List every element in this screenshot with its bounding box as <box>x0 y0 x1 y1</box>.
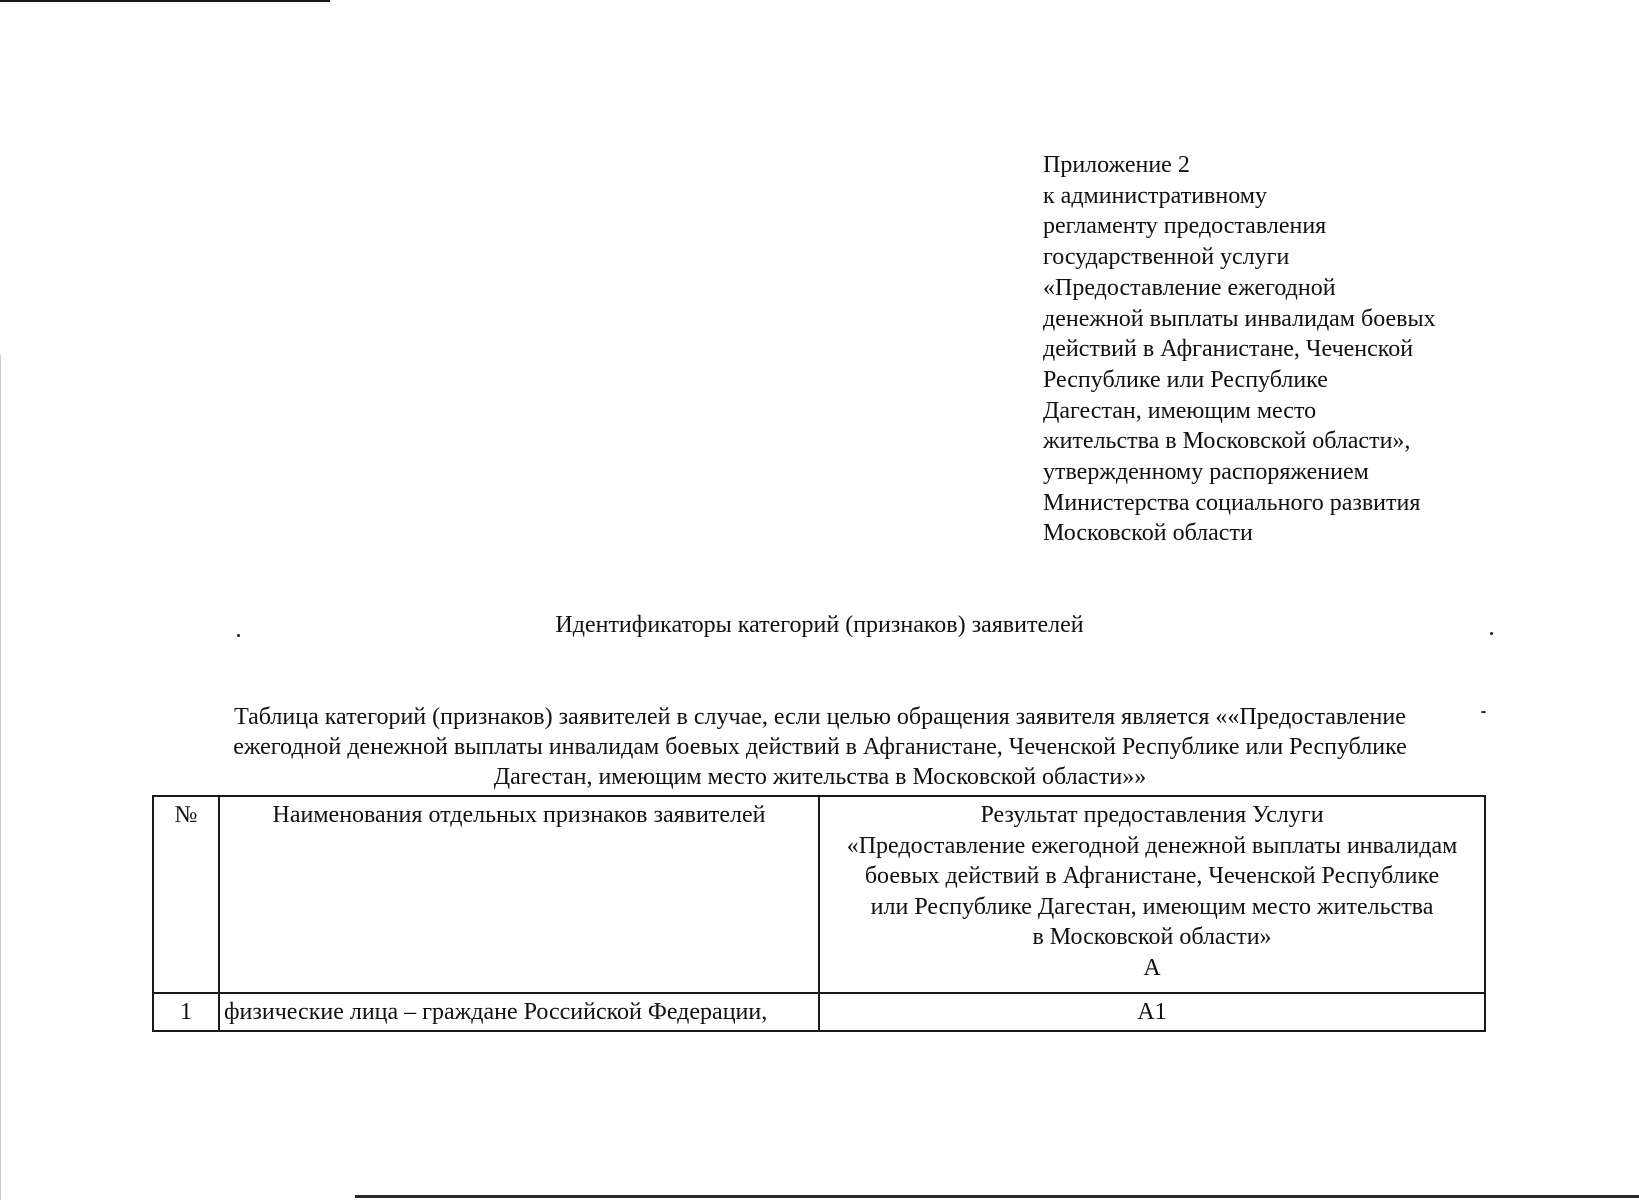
caption-line: Таблица категорий (признаков) заявителей в случае, если целью обращения заявителя является ««Предоставление <box>234 704 1406 730</box>
appendix-note <box>1043 150 1523 549</box>
appendix-line: регламенту предоставления <box>1043 213 1327 240</box>
table-header-row <box>153 796 1485 993</box>
caption-line: Дагестан, имеющим место жительства в Московской области»» <box>493 764 1147 790</box>
header-result-line: или Республике Дагестан, имеющим место жительства <box>870 893 1434 920</box>
header-feature-names: Наименования отдельных признаков заявителей <box>219 796 819 993</box>
appendix-line: действий в Афганистане, Чеченской <box>1043 336 1414 363</box>
appendix-line: Министерства социального развития <box>1043 489 1421 516</box>
row-result-code: А1 <box>819 993 1485 1031</box>
table-row <box>153 993 1485 1031</box>
categories-table <box>152 795 1486 1032</box>
scan-border-left <box>0 355 1 1200</box>
scan-border-bottom <box>355 1195 1639 1198</box>
appendix-line: денежной выплаты инвалидам боевых <box>1043 305 1436 332</box>
header-result-line: боевых действий в Афганистане, Чеченской Республике <box>864 863 1440 889</box>
header-number: № <box>153 796 219 993</box>
table-caption <box>150 702 1490 792</box>
header-result-line: «Предоставление ежегодной денежной выплаты инвалидам <box>846 832 1458 859</box>
appendix-line: «Предоставление ежегодной <box>1043 274 1336 301</box>
appendix-line: к административному <box>1043 182 1267 209</box>
header-result-line: Результат предоставления Услуги <box>980 802 1324 828</box>
scan-border-top <box>0 0 330 2</box>
appendix-line: жительства в Московской области», <box>1043 428 1411 455</box>
header-result <box>819 796 1485 993</box>
row-feature-name: физические лица – граждане Российской Федерации, <box>219 993 819 1031</box>
caption-line: ежегодной денежной выплаты инвалидам боевых действий в Афганистане, Чеченской Республике или Республике <box>233 734 1407 760</box>
document-title: Идентификаторы категорий (признаков) заявителей <box>555 612 1084 638</box>
appendix-line: утвержденному распоряжением <box>1043 459 1369 486</box>
row-number: 1 <box>153 993 219 1031</box>
appendix-line: Дагестан, имеющим место <box>1043 397 1317 424</box>
appendix-line: Приложение 2 <box>1043 152 1190 178</box>
appendix-line: государственной услуги <box>1043 244 1290 271</box>
header-result-line: в Московской области» <box>1032 924 1272 950</box>
appendix-line: Московской области <box>1043 520 1253 547</box>
appendix-line: Республике или Республике <box>1043 366 1328 393</box>
header-result-code: А <box>1143 954 1161 981</box>
